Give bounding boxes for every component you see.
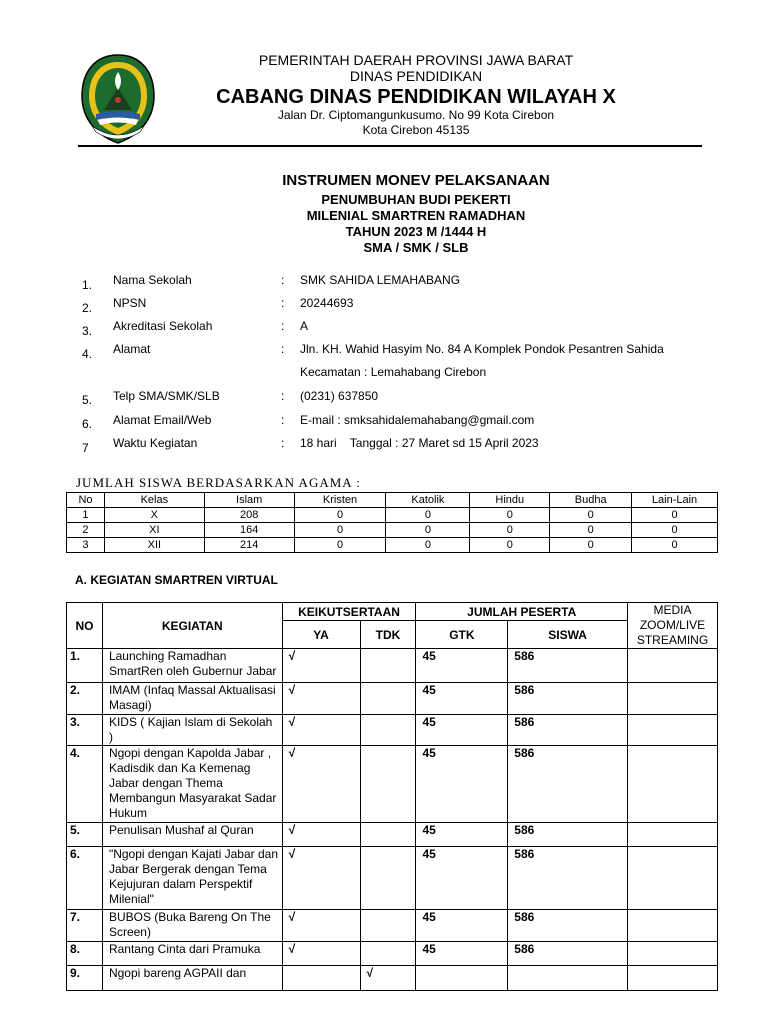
column-header-siswa: SISWA	[508, 621, 628, 649]
info-colon: :	[281, 296, 285, 310]
siswa-count: 586	[508, 746, 628, 823]
table-cell: 0	[470, 538, 550, 553]
info-value: 18 hari Tanggal : 27 Maret sd 15 April 2023	[300, 436, 539, 450]
column-header: Lain-Lain	[632, 493, 718, 508]
table-cell: 0	[470, 523, 550, 538]
siswa-count: 586	[508, 942, 628, 966]
ya-check: √	[282, 823, 360, 847]
row-number: 7.	[67, 910, 103, 942]
table-cell: 0	[632, 508, 718, 523]
info-number: 2.	[82, 301, 93, 315]
document-title: INSTRUMEN MONEV PELAKSANAAN	[282, 172, 550, 189]
activity-name: Rantang Cinta dari Pramuka	[102, 942, 282, 966]
info-label: Alamat	[113, 342, 151, 356]
gtk-count: 45	[416, 649, 508, 683]
info-number: 5.	[82, 393, 93, 407]
gtk-count	[416, 966, 508, 991]
column-header-ya: YA	[282, 621, 360, 649]
info-number: 7	[82, 441, 89, 455]
tdk-check	[360, 910, 416, 942]
ya-check: √	[282, 649, 360, 683]
ya-check: √	[282, 910, 360, 942]
media-cell	[628, 715, 718, 746]
table-cell: 0	[386, 508, 470, 523]
table-header-row	[67, 493, 718, 508]
column-header: Kelas	[104, 493, 204, 508]
table-cell: 0	[632, 538, 718, 553]
info-value: E-mail : smksahidalemahabang@gmail.com	[300, 413, 535, 427]
table-cell: 0	[550, 523, 632, 538]
table-row	[67, 966, 718, 991]
table-cell: 0	[550, 538, 632, 553]
province-emblem-logo	[78, 52, 158, 146]
siswa-count	[508, 966, 628, 991]
column-header: Kristen	[294, 493, 386, 508]
siswa-count: 586	[508, 823, 628, 847]
siswa-count: 586	[508, 649, 628, 683]
info-value: A	[300, 319, 309, 333]
table-cell: 1	[67, 508, 105, 523]
media-cell	[628, 683, 718, 715]
tdk-check	[360, 823, 416, 847]
table-row	[67, 649, 718, 683]
info-colon: :	[281, 413, 285, 427]
media-cell	[628, 823, 718, 847]
media-cell	[628, 746, 718, 823]
siswa-count: 586	[508, 910, 628, 942]
info-colon: :	[281, 436, 285, 450]
table-cell: 0	[550, 508, 632, 523]
media-cell	[628, 649, 718, 683]
tdk-check	[360, 649, 416, 683]
info-label: Nama Sekolah	[113, 273, 192, 287]
info-number: 6.	[82, 417, 93, 431]
info-value: SMK SAHIDA LEMAHABANG	[300, 273, 461, 287]
table-cell: XII	[104, 538, 204, 553]
table-cell: 0	[470, 508, 550, 523]
document-school-levels: SMA / SMK / SLB	[363, 240, 469, 255]
info-label: Akreditasi Sekolah	[113, 319, 213, 333]
info-label: NPSN	[113, 296, 147, 310]
row-number: 3.	[67, 715, 103, 746]
ya-check: √	[282, 746, 360, 823]
table-cell: 164	[204, 523, 294, 538]
gtk-count: 45	[416, 823, 508, 847]
column-header-kegiatan: KEGIATAN	[102, 603, 282, 649]
header-address-line: Jalan Dr. Ciptomangunkusumo. No 99 Kota Cirebon	[277, 108, 555, 122]
column-header: No	[67, 493, 105, 508]
info-label: Telp SMA/SMK/SLB	[113, 389, 220, 403]
table-cell: 0	[386, 523, 470, 538]
gtk-count: 45	[416, 683, 508, 715]
table-cell: 2	[67, 523, 105, 538]
table-cell: 0	[294, 523, 386, 538]
document-year: TAHUN 2023 M /1444 H	[345, 224, 487, 239]
ya-check	[282, 966, 360, 991]
media-cell	[628, 910, 718, 942]
info-value: Jln. KH. Wahid Hasyim No. 84 A Komplek Pondok Pesantren Sahida	[300, 342, 664, 356]
gtk-count: 45	[416, 715, 508, 746]
table-row	[67, 823, 718, 847]
ya-check: √	[282, 847, 360, 910]
letterhead-divider	[78, 145, 702, 147]
table-row	[67, 683, 718, 715]
gtk-count: 45	[416, 910, 508, 942]
ya-check: √	[282, 715, 360, 746]
header-government-line: PEMERINTAH DAERAH PROVINSI JAWA BARAT	[258, 52, 574, 68]
column-header-no: NO	[67, 603, 103, 649]
info-number: 1.	[82, 278, 93, 292]
table-row	[67, 746, 718, 823]
info-label: Alamat Email/Web	[113, 413, 212, 427]
info-colon: :	[281, 342, 285, 356]
tdk-check: √	[360, 966, 416, 991]
tdk-check	[360, 942, 416, 966]
column-header: Katolik	[386, 493, 470, 508]
table-row	[67, 942, 718, 966]
info-colon: :	[281, 273, 285, 287]
header-city-line: Kota Cirebon 45135	[362, 123, 470, 137]
section-a-heading: A. KEGIATAN SMARTREN VIRTUAL	[75, 573, 278, 587]
tdk-check	[360, 715, 416, 746]
row-number: 6.	[67, 847, 103, 910]
row-number: 2.	[67, 683, 103, 715]
column-header: Hindu	[470, 493, 550, 508]
table-cell: X	[104, 508, 204, 523]
info-colon: :	[281, 389, 285, 403]
document-subtitle-1: PENUMBUHAN BUDI PEKERTI	[321, 192, 511, 207]
column-header: Budha	[550, 493, 632, 508]
media-cell	[628, 847, 718, 910]
activity-name: KIDS ( Kajian Islam di Sekolah )	[102, 715, 282, 746]
info-colon: :	[281, 319, 285, 333]
table-row	[67, 538, 718, 553]
row-number: 4.	[67, 746, 103, 823]
table-row	[67, 910, 718, 942]
column-header-tdk: TDK	[360, 621, 416, 649]
column-header: Islam	[204, 493, 294, 508]
column-header-jumlah-peserta: JUMLAH PESERTA	[416, 603, 628, 621]
info-label: Waktu Kegiatan	[113, 436, 198, 450]
tdk-check	[360, 683, 416, 715]
activity-name: "Ngopi dengan Kajati Jabar dan Jabar Bergerak dengan Tema Kejujuran dalam Perspektif Milenial"	[102, 847, 282, 910]
table-cell: XI	[104, 523, 204, 538]
table-header-row	[67, 603, 718, 621]
table-row	[67, 508, 718, 523]
column-header-media: MEDIA ZOOM/LIVE STREAMING	[628, 603, 718, 649]
table-cell: 0	[294, 508, 386, 523]
table-cell: 0	[294, 538, 386, 553]
row-number: 8.	[67, 942, 103, 966]
religion-table-title: JUMLAH SISWA BERDASARKAN AGAMA :	[76, 475, 361, 490]
row-number: 9.	[67, 966, 103, 991]
gtk-count: 45	[416, 942, 508, 966]
info-number: 3.	[82, 324, 93, 338]
activity-name: IMAM (Infaq Massal Aktualisasi Masagi)	[102, 683, 282, 715]
activity-name: Ngopi bareng AGPAII dan	[102, 966, 282, 991]
table-cell: 0	[386, 538, 470, 553]
gtk-count: 45	[416, 746, 508, 823]
activity-name: Ngopi dengan Kapolda Jabar , Kadisdik dan Ka Kemenag Jabar dengan Thema Membangun Masyarakat Sadar Hukum	[102, 746, 282, 823]
table-cell: 214	[204, 538, 294, 553]
tdk-check	[360, 746, 416, 823]
table-cell: 0	[632, 523, 718, 538]
column-header-keikutsertaan: KEIKUTSERTAAN	[282, 603, 416, 621]
siswa-count: 586	[508, 847, 628, 910]
gtk-count: 45	[416, 847, 508, 910]
table-row	[67, 847, 718, 910]
siswa-count: 586	[508, 715, 628, 746]
info-value: (0231) 637850	[300, 389, 379, 403]
tdk-check	[360, 847, 416, 910]
media-cell	[628, 942, 718, 966]
activity-name: Launching Ramadhan SmartRen oleh Gubernur Jabar	[102, 649, 282, 683]
document-subtitle-2: MILENIAL SMARTREN RAMADHAN	[306, 208, 526, 223]
info-value: 20244693	[300, 296, 354, 310]
info-number: 4.	[82, 347, 93, 361]
ya-check: √	[282, 683, 360, 715]
header-branch-title: CABANG DINAS PENDIDIKAN WILAYAH X	[216, 86, 616, 108]
siswa-count: 586	[508, 683, 628, 715]
column-header-gtk: GTK	[416, 621, 508, 649]
activity-name: Penulisan Mushaf al Quran	[102, 823, 282, 847]
religion-students-table	[66, 492, 718, 553]
info-value-continued: Kecamatan : Lemahabang Cirebon	[300, 365, 487, 379]
media-cell	[628, 966, 718, 991]
ya-check: √	[282, 942, 360, 966]
table-cell: 3	[67, 538, 105, 553]
table-row	[67, 523, 718, 538]
header-department-line: DINAS PENDIDIKAN	[349, 68, 483, 84]
table-row	[67, 715, 718, 746]
activity-name: BUBOS (Buka Bareng On The Screen)	[102, 910, 282, 942]
row-number: 1.	[67, 649, 103, 683]
row-number: 5.	[67, 823, 103, 847]
table-cell: 208	[204, 508, 294, 523]
activities-table	[66, 602, 718, 991]
